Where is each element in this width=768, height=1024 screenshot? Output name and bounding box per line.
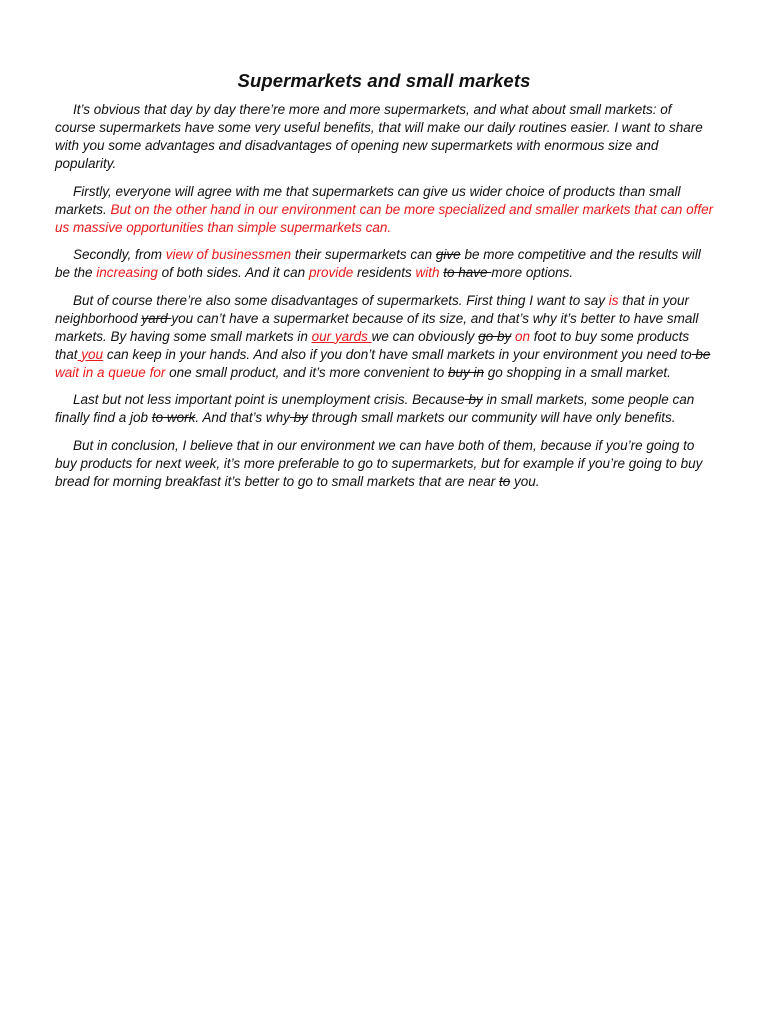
correction-text: wait in a queue for [55,364,166,380]
correction-text: But on the other hand in our environment can be more specialized and smaller markets that can offer us massive opportunities than simple supermarkets can. [55,201,714,235]
text-run: in small markets, some people can finally find a job [55,392,695,425]
struck-text: to [498,473,511,489]
text-run: their supermarkets can [291,247,436,262]
paragraph-unemployment [55,391,715,427]
struck-text: be [691,346,711,362]
text-run: Firstly, everyone will agree with me that supermarkets can give us wider choice of products than small markets. [55,183,681,217]
correction-text: with [415,265,440,280]
document-title: Supermarkets and small markets [237,70,531,91]
struck-text: give [435,247,461,262]
paragraph-disadvantages [55,292,715,382]
paragraph-intro [55,101,715,173]
text-run: go shopping in a small market. [484,364,671,380]
struck-text: go by [478,328,512,344]
struck-text: to work [151,410,196,425]
text-run: we can obviously [371,328,479,344]
text-run: But of course there’re also some disadvantages of supermarkets. First thing I want to say [73,292,609,308]
paragraph-firstly [55,183,715,237]
correction-text: view of businessmen [165,247,292,262]
struck-text: buy in [447,364,485,380]
struck-text: to have [443,265,492,280]
struck-text: yard [141,310,172,326]
text-run: . And that’s why [195,410,290,425]
inserted-text: our yards [311,328,372,344]
correction-text: is [608,292,619,308]
correction-text: on [514,328,531,344]
text-run: Last but not less important point is unemployment crisis. Because [73,392,465,407]
text-run: But in conclusion, I believe that in our environment we can have both of them, because if you’re going to buy products for next week, it’s more preferable to go to supermarkets, but for example if you’re going to buy bread for morning breakfast it’s better to go to small markets that are near [55,437,703,489]
text-run: more options. [491,265,574,280]
text-run: be more competitive and the results will be the [55,247,701,280]
text-run: one small product, and it’s more convenient to [165,364,448,380]
struck-text: by [289,410,308,425]
text-run: of both sides. And it can [157,265,309,280]
paragraph-secondly [55,246,715,282]
text-run: Secondly, from [73,247,166,262]
text-run: It’s obvious that day by day there’re more and more supermarkets, and what about small markets: of course supermarkets have some very useful benefits, that will make our daily routines easier. I want to share with you some advantages and disadvantages of opening new supermarkets with enormous size and popularity. [55,102,703,171]
document-body [55,101,715,500]
text-run: foot to buy some products that [55,328,690,362]
text-run: that in your neighborhood [55,292,690,326]
text-run: can keep in your hands. And also if you don’t have small markets in your environment you need to [103,346,692,362]
text-run: residents [353,265,416,280]
text-run: you can’t have a supermarket because of its size, and that’s why it’s better to have small markets. By having some small markets in [55,310,699,344]
struck-text: by [464,392,483,407]
text-run: you. [510,473,540,489]
text-run: through small markets our community will have only benefits. [307,410,676,425]
correction-text: increasing [96,265,158,280]
paragraph-conclusion [55,437,715,491]
inserted-text: you [77,346,104,362]
correction-text: provide [308,265,354,280]
